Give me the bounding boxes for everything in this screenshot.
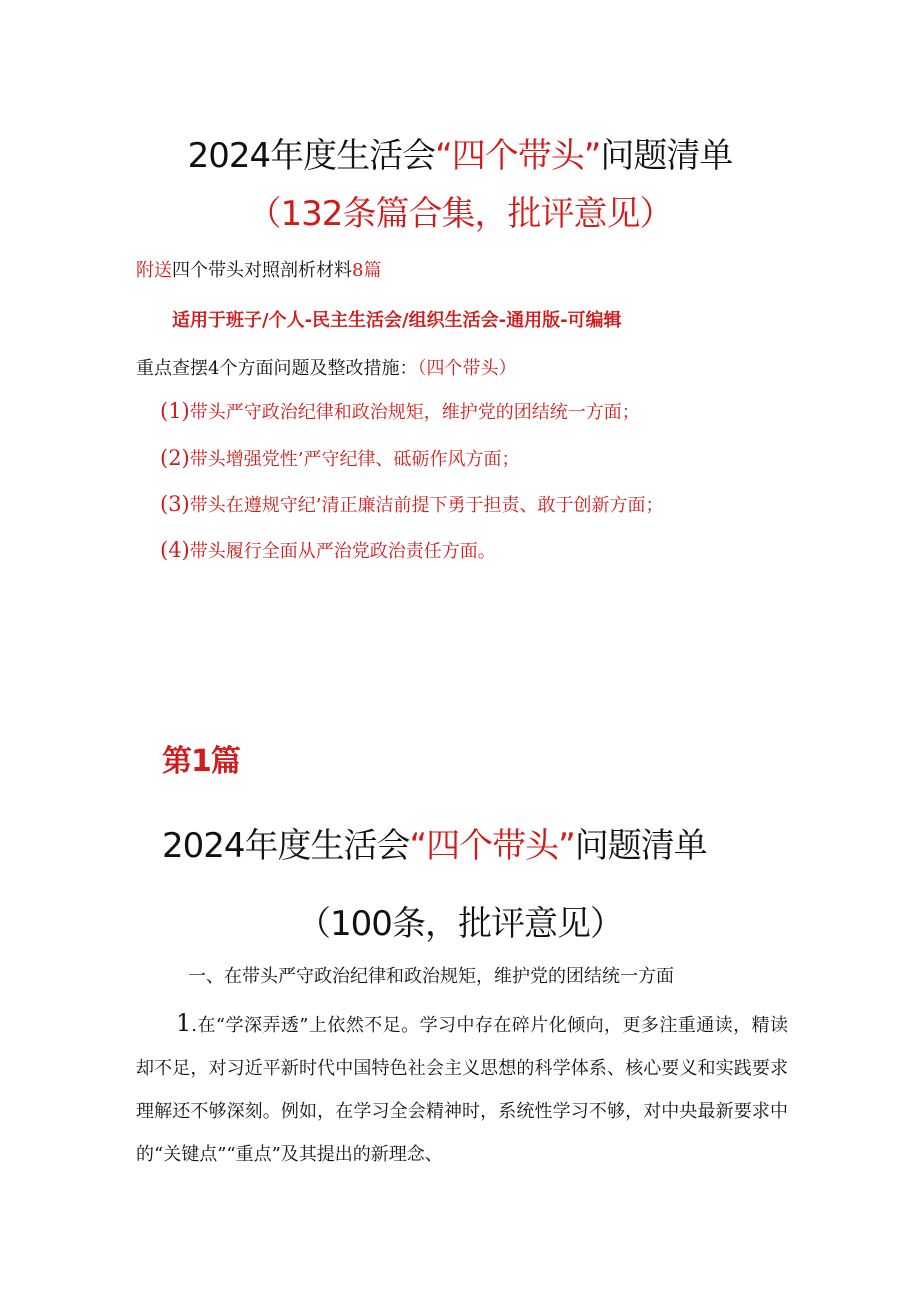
apply-line: 适用于班子/个人-民主生活会/组织生活会-通用版-可编辑 (172, 310, 622, 331)
focus-lead: 重点查摆4个方面问题及整改措施： (136, 358, 418, 379)
focus-item (160, 445, 519, 471)
title-prefix: 2024年度生活会 (187, 136, 436, 176)
focus-item-num: (4) (160, 538, 190, 562)
chapter-label: 第1篇 (162, 744, 240, 779)
gift-label: 附送 (136, 260, 172, 281)
focus-line (136, 354, 516, 380)
focus-item (160, 491, 663, 517)
gift-count: 8篇 (352, 260, 382, 281)
gift-text: 四个带头对照剖析材料 (172, 260, 352, 281)
section-heading: 一、在带头严守政治纪律和政治规矩，维护党的团结统一方面 (188, 966, 674, 987)
focus-item-text: 带头在遵规守纪’清正廉洁前提下勇于担责、敢于创新方面； (189, 495, 664, 516)
title-suffix: 问题清单 (600, 136, 733, 176)
body-paragraph (136, 1002, 788, 1176)
focus-item-num: (2) (160, 446, 190, 470)
chapter-subtitle: （100条，批评意见） (297, 904, 623, 944)
focus-item (160, 537, 496, 563)
focus-item-num: (1) (160, 399, 190, 423)
chapter-title-prefix: 2024年度生活会 (162, 826, 410, 866)
focus-item-num: (3) (160, 492, 190, 516)
focus-item (160, 398, 640, 424)
focus-item-text: 带头严守政治纪律和政治规矩，维护党的团结统一方面； (189, 402, 640, 423)
gift-line (136, 256, 381, 282)
focus-tag: （四个带头） (417, 358, 517, 379)
focus-item-text: 带头履行全面从严治党政治责任方面。 (189, 541, 496, 562)
document-subtitle: （132条篇合集，批评意见） (247, 194, 673, 234)
paragraph-text: .在“学深弄透”上依然不足。学习中存在碎片化倾向，更多注重通读，精读却不足，对习近平新时代中国特色社会主义思想的科学体系、核心要义和实践要求理解还不够深刻。例如，在学习全会精神时，系统性学习不够，对中央最新要求中的“关键点”“重点”及其提出的新理念、 (136, 1015, 788, 1165)
chapter-title-suffix: 问题清单 (574, 826, 707, 866)
chapter-title-quote: “四个带头” (409, 826, 575, 866)
chapter-title (162, 818, 707, 867)
focus-item-text: 带头增强党性’严守纪律、砥砺作风方面； (189, 449, 520, 470)
title-quote: “四个带头” (435, 136, 601, 176)
document-title (0, 128, 920, 177)
paragraph-number: 1 (176, 1009, 192, 1037)
